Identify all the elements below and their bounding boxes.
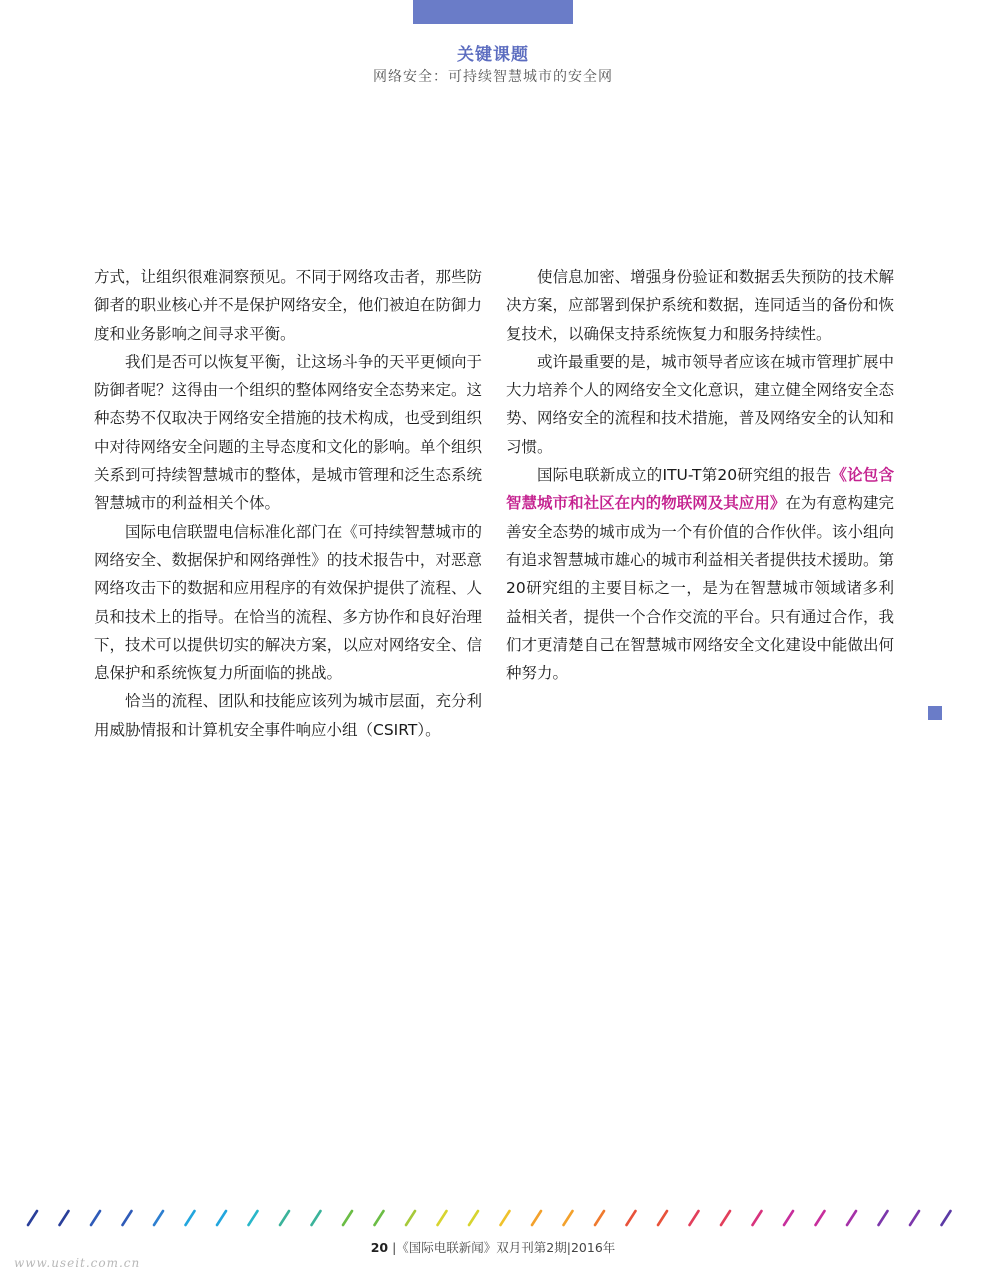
watermark: www.useit.com.cn xyxy=(14,1256,141,1270)
stripe-dash xyxy=(406,1211,415,1225)
stripe-dash xyxy=(343,1211,352,1225)
section-title: 关键课题 xyxy=(457,45,529,65)
publication-info: |《国际电联新闻》双月刊第2期|2016年 xyxy=(392,1240,616,1255)
stripe-dash xyxy=(249,1211,258,1225)
stripe-dash xyxy=(28,1211,37,1225)
paragraph: 或许最重要的是，城市领导者应该在城市管理扩展中大力培养个人的网络安全文化意识，建立健全网络安全态势、网络安全的流程和技术措施，普及网络安全的认知和习惯。 xyxy=(506,352,894,456)
stripe-dash xyxy=(784,1211,793,1225)
stripe-dash xyxy=(312,1211,321,1225)
paragraph: 使信息加密、增强身份验证和数据丢失预防的技术解决方案，应部署到保护系统和数据，连同适当的备份和恢复技术，以确保支持系统恢复力和服务持续性。 xyxy=(506,268,894,343)
report-title-highlight: 《论包含智慧城市和社区在内的物联网及其应用》 xyxy=(506,466,894,513)
left-column xyxy=(94,263,482,744)
stripe-dash xyxy=(186,1211,195,1225)
stripe-dash xyxy=(280,1211,289,1225)
stripe-dash xyxy=(469,1211,478,1225)
paragraph: 国际电信联盟电信标准化部门在《可持续智慧城市的网络安全、数据保护和网络弹性》的技术报告中，对恶意网络攻击下的数据和应用程序的有效保护提供了流程、人员和技术上的指导。在恰当的流程、多方协作和良好治理下，技术可以提供切实的解决方案，以应对网络安全、信息保护和系统恢复力所面临的挑战。 xyxy=(94,522,482,683)
stripe-dash xyxy=(753,1211,762,1225)
stripe-dash xyxy=(123,1211,132,1225)
rainbow-stripe-divider xyxy=(24,1208,974,1228)
top-color-tab xyxy=(413,0,573,24)
stripe-dash xyxy=(91,1211,100,1225)
stripe-dash xyxy=(595,1211,604,1225)
stripe-dash xyxy=(847,1211,856,1225)
stripe-dash xyxy=(816,1211,825,1225)
paragraph-text: 在为有意构建完善安全态势的城市成为一个有价值的合作伙伴。该小组向有追求智慧城市雄心的城市利益相关者提供技术援助。第20研究组的主要目标之一，是为在智慧城市领域诸多利益相关者，提供一个合作交流的平台。只有通过合作，我们才更清楚自己在智慧城市网络安全文化建设中能做出何种努力。 xyxy=(506,494,894,683)
footer xyxy=(0,1238,986,1256)
stripe-dash xyxy=(879,1211,888,1225)
article-end-marker xyxy=(928,706,942,720)
stripe-dash xyxy=(438,1211,447,1225)
paragraph: 我们是否可以恢复平衡，让这场斗争的天平更倾向于防御者呢？这得由一个组织的整体网络安全态势来定。这种态势不仅取决于网络安全措施的技术构成，也受到组织中对待网络安全问题的主导态度和文化的影响。单个组织关系到可持续智慧城市的整体，是城市管理和泛生态系统智慧城市的利益相关个体。 xyxy=(94,352,482,513)
stripe-dash xyxy=(154,1211,163,1225)
page-number: 20 xyxy=(370,1240,389,1255)
stripe-dash xyxy=(910,1211,919,1225)
paragraph: 方式，让组织很难洞察预见。不同于网络攻击者，那些防御者的职业核心并不是保护网络安全，他们被迫在防御力度和业务影响之间寻求平衡。 xyxy=(94,268,482,343)
paragraph: 恰当的流程、团队和技能应该列为城市层面，充分利用威胁情报和计算机安全事件响应小组（CSIRT）。 xyxy=(94,692,482,739)
paragraph-text: 国际电联新成立的ITU-T第20研究组的报告 xyxy=(537,466,832,485)
stripe-dash xyxy=(501,1211,510,1225)
stripe-dash xyxy=(60,1211,69,1225)
stripe-dash xyxy=(658,1211,667,1225)
stripe-dash xyxy=(627,1211,636,1225)
stripe-dash xyxy=(690,1211,699,1225)
stripe-dash xyxy=(721,1211,730,1225)
stripe-dash xyxy=(532,1211,541,1225)
stripe-dash xyxy=(217,1211,226,1225)
right-column xyxy=(506,263,894,687)
stripe-dash xyxy=(942,1211,951,1225)
section-subtitle: 网络安全：可持续智慧城市的安全网 xyxy=(373,69,613,85)
paragraph xyxy=(506,461,894,687)
stripe-dash xyxy=(564,1211,573,1225)
stripe-dash xyxy=(375,1211,384,1225)
